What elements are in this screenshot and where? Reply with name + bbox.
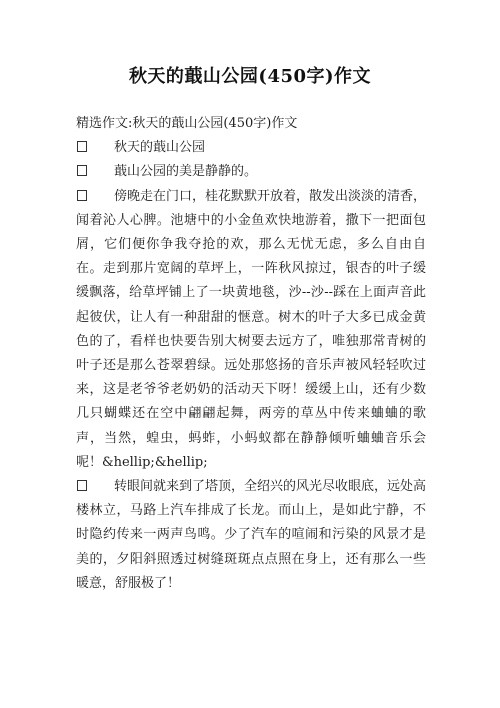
article-subtitle: 精选作文:秋天的蕺山公园(450字)作文 (76, 116, 298, 131)
paragraph-text: 傍晚走在门口，桂花默默开放着，散发出淡淡的清香，闻着沁人心脾。池塘中的小金鱼欢快地游着，撒下一把面包屑，它们便你争我夺抢的欢，那么无忧无虑，多么自由自在。走到那片宽阔的草坪上，一阵秋风掠过，银杏的叶子缓缓飘落，给草坪铺上了一块黄地毯，沙--沙--踩在上面声音此起彼伏，让人有一种甜甜的惬意。树木的叶子大多已成金黄色的了，看样也快要告别大树要去远方了，唯独那常青树的叶子还是那么苍翠碧绿。远处那悠扬的音乐声被风轻轻吹过来，这是老爷爷老奶奶的活动天下呀！缓缓上山，还有少数几只蝴蝶还在空中翩翩起舞，两旁的草丛中传来蛐蛐的歌声，当然，蝗虫，蚂蚱，小蚂蚁都在静静倾听蛐蛐音乐会呢！&hellip;&hellip; (76, 188, 427, 470)
paragraph-text: 蕺山公园的美是静静的。 (114, 164, 258, 180)
paragraph-text: 转眼间就来到了塔顶，全绍兴的风光尽收眼底，远处高楼林立，马路上汽车排成了长龙。而山上，是如此宁静，不时隐约传来一两声鸟鸣。少了汽车的喧闹和污染的风景才是美的，夕阳斜照透过树缝斑斑点点照在身上，还有那么一些暖意，舒服极了！ (76, 479, 427, 591)
box-icon (77, 141, 87, 152)
article-body (76, 112, 426, 596)
paragraph-2 (76, 160, 426, 184)
box-icon (77, 165, 87, 176)
paragraph-4 (76, 475, 426, 596)
paragraph-text: 秋天的蕺山公园 (114, 140, 206, 156)
page-title: 秋天的蕺山公园(450字)作文 (128, 66, 372, 87)
paragraph-1 (76, 136, 426, 160)
box-icon (77, 480, 87, 491)
box-icon (77, 190, 87, 201)
paragraph-3 (76, 185, 426, 475)
